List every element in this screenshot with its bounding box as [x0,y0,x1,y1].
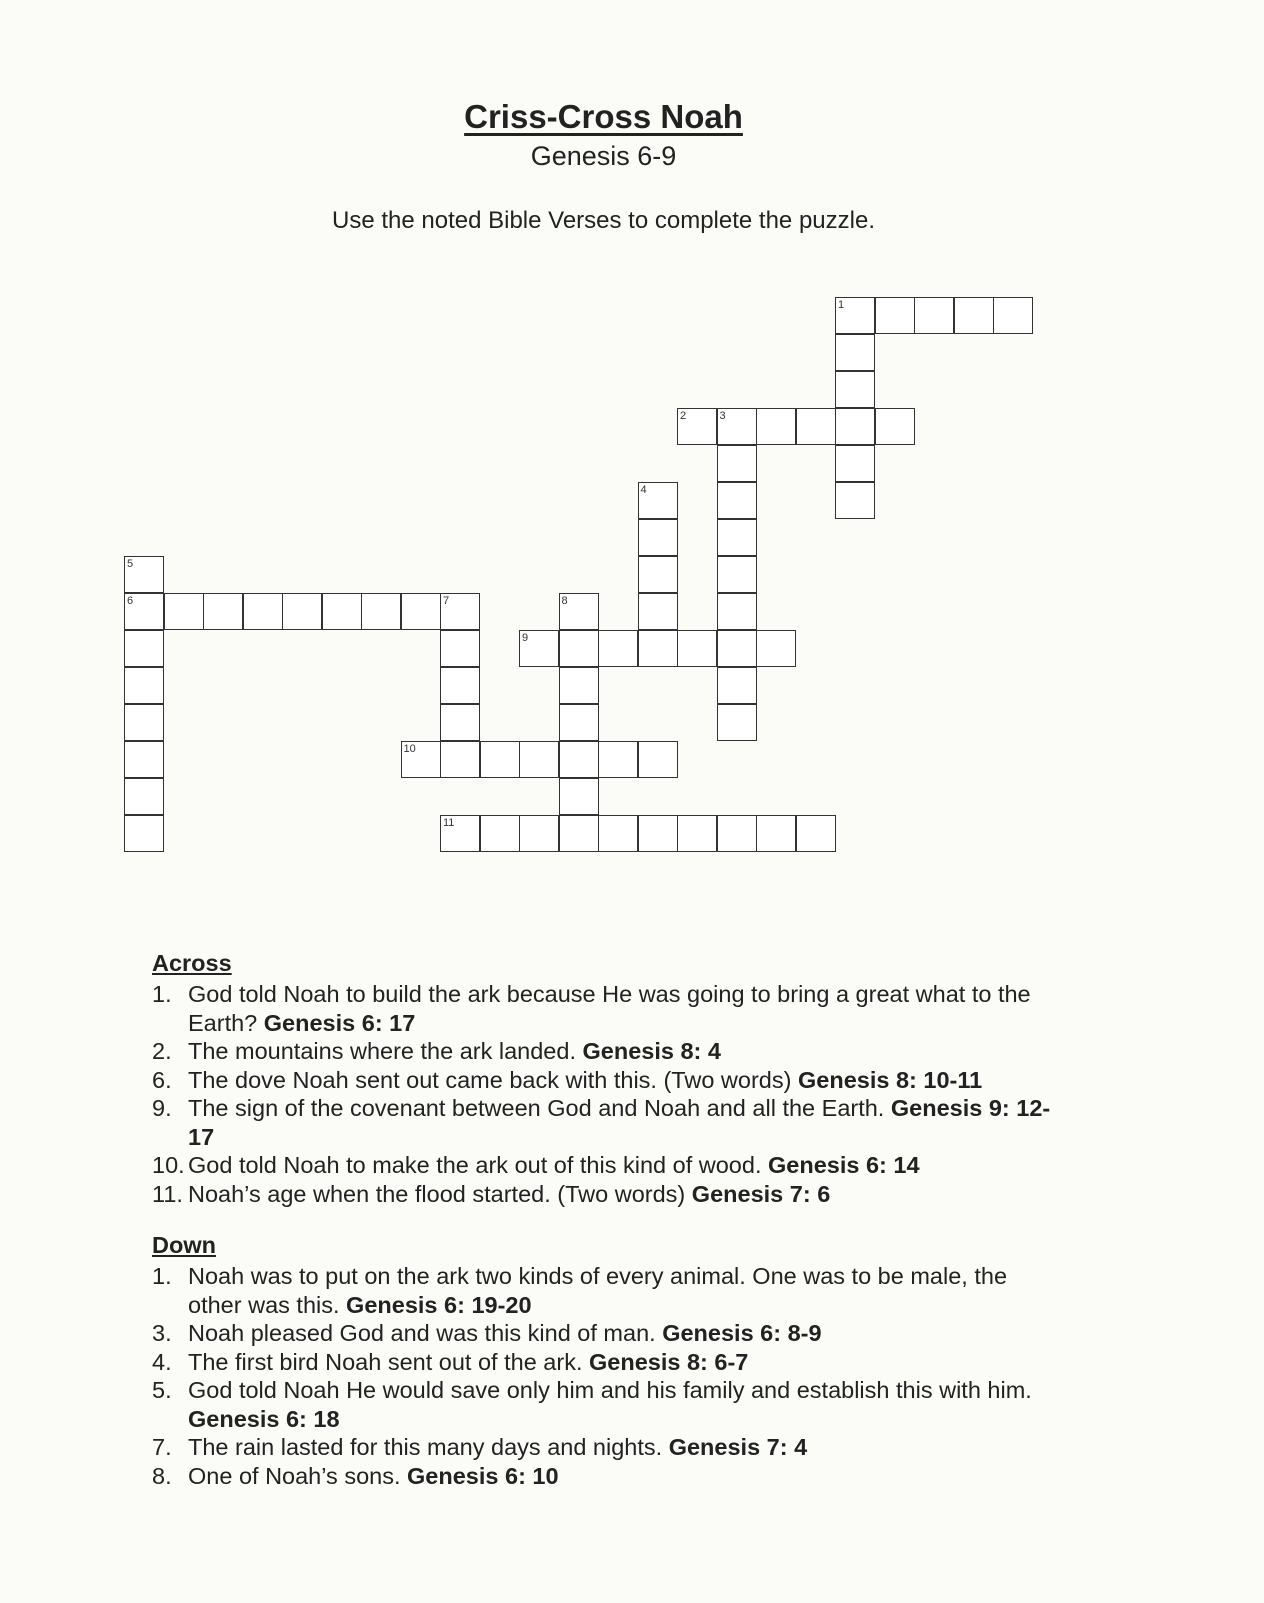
across-heading: Across [152,950,232,976]
clue-reference: Genesis 6: 19-20 [346,1291,532,1318]
clue-text: God told Noah to build the ark because He was going to bring a great what to the Earth? [188,981,1031,1036]
crossword-cell[interactable] [480,741,520,778]
crossword-cell[interactable] [835,482,875,519]
clue-text: Noah was to put on the ark two kinds of every animal. One was to be male, the other was this. [188,1263,1008,1318]
crossword-cell[interactable] [993,297,1033,334]
crossword-cell[interactable] [559,815,599,852]
crossword-cell[interactable] [756,630,796,667]
crossword-cell[interactable] [440,667,480,704]
clue-item-number: 11. [152,1180,183,1207]
scripture-reference: Genesis 6-9 [530,141,677,171]
instructions: Use the noted Bible Verses to complete the puzzle. [332,207,875,234]
crossword-cell[interactable] [559,704,599,741]
clue-item [152,1462,1052,1491]
crossword-cell[interactable] [401,593,441,630]
crossword-cell[interactable] [638,556,678,593]
clue-reference: Genesis 6: 8-9 [662,1320,822,1346]
across-clues [152,950,1052,1208]
clue-text: God told Noah He would save only him and his family and establish this with him. [188,1377,1032,1403]
clue-item [152,1262,1052,1319]
clue-item [152,1376,1052,1433]
crossword-cell[interactable] [717,556,757,593]
clue-reference: Genesis 7: 4 [668,1434,808,1460]
clue-text: Noah pleased God and was this kind of man. [188,1320,656,1346]
crossword-cell[interactable] [835,297,875,334]
clue-number: 8 [561,595,568,607]
crossword-cell[interactable] [440,741,480,778]
clue-reference: Genesis 8: 6-7 [589,1348,749,1375]
crossword-cell[interactable] [203,593,243,630]
crossword-cell[interactable] [559,778,599,815]
crossword-cell[interactable] [875,297,915,334]
clue-item-number: 7. [152,1434,172,1460]
crossword-cell[interactable] [954,297,994,334]
clue-number: 3 [719,410,726,422]
crossword-cell[interactable] [835,371,875,408]
clue-reference: Genesis 6: 10 [407,1462,559,1489]
crossword-cell[interactable] [124,704,164,741]
clue-item [152,980,1052,1037]
crossword-cell[interactable] [164,593,204,630]
clue-text: One of Noah’s sons. [188,1462,401,1489]
crossword-cell[interactable] [717,815,757,852]
clue-number: 1 [838,299,845,311]
crossword-cell[interactable] [717,482,757,519]
clue-reference: Genesis 6: 17 [263,1009,416,1036]
clue-item-number: 3. [152,1320,172,1346]
clue-number: 7 [443,595,450,607]
crossword-cell[interactable] [756,815,796,852]
clue-number: 4 [640,484,647,496]
crossword-cell[interactable] [638,482,678,519]
crossword-cell[interactable] [717,630,757,667]
clue-text: The sign of the covenant between God and Noah and all the Earth. [188,1095,885,1121]
clue-number: 9 [522,632,529,644]
clue-item [152,1433,1052,1462]
clue-text: The dove Noah sent out came back with this. (Two words) [188,1066,792,1093]
crossword-cell[interactable] [519,815,559,852]
clue-item [152,1094,1052,1151]
crossword-cell[interactable] [440,593,480,630]
clue-reference: Genesis 7: 6 [691,1180,831,1207]
clue-reference: Genesis 9: 12-17 [188,1095,1051,1150]
clue-reference: Genesis 8: 10-11 [797,1066,983,1093]
clue-text: God told Noah to make the ark out of this kind of wood. [188,1152,762,1178]
crossword-cell[interactable] [124,556,164,593]
crossword-cell[interactable] [559,667,599,704]
crossword-cell[interactable] [677,408,717,445]
crossword-cell[interactable] [401,741,441,778]
clue-item [152,1180,1052,1209]
crossword-cell[interactable] [835,445,875,482]
clue-reference: Genesis 6: 18 [188,1405,340,1432]
clue-item-number: 6. [152,1066,172,1093]
clue-item-number: 9. [152,1095,172,1121]
crossword-cell[interactable] [598,741,638,778]
crossword-cell[interactable] [559,741,599,778]
clue-number: 5 [127,558,134,570]
clue-item [152,1037,1052,1066]
crossword-cell[interactable] [361,593,401,630]
crossword-cell[interactable] [243,593,283,630]
puzzle-title: Criss-Cross Noah [464,98,743,135]
crossword-cell[interactable] [519,741,559,778]
crossword-cell[interactable] [124,741,164,778]
crossword-cell[interactable] [124,778,164,815]
clue-item [152,1151,1052,1180]
crossword-cell[interactable] [638,630,678,667]
clue-reference: Genesis 8: 4 [582,1038,721,1064]
clue-text: Noah’s age when the flood started. (Two words) [188,1180,686,1207]
clue-item-number: 4. [152,1348,172,1375]
clue-text: The rain lasted for this many days and nights. [188,1434,663,1460]
crossword-cell[interactable] [835,408,875,445]
clue-item-number: 1. [152,981,172,1007]
clue-number: 11 [443,817,455,829]
crossword-cell[interactable] [124,593,164,630]
clue-item [152,1066,1052,1095]
crossword-cell[interactable] [598,815,638,852]
clue-number: 10 [403,743,416,755]
crossword-cell[interactable] [480,815,520,852]
crossword-cell[interactable] [677,630,717,667]
clue-text: The mountains where the ark landed. [188,1038,576,1064]
clue-item-number: 2. [152,1038,172,1064]
clue-number: 2 [680,410,687,422]
clue-number: 6 [127,595,134,607]
crossword-cell[interactable] [440,815,480,852]
crossword-cell[interactable] [519,630,559,667]
clue-item [152,1348,1052,1377]
crossword-cell[interactable] [598,630,638,667]
down-heading: Down [152,1232,216,1258]
crossword-cell[interactable] [796,815,836,852]
crossword-cell[interactable] [717,408,757,445]
clue-item-number: 8. [152,1462,172,1489]
crossword-cell[interactable] [282,593,322,630]
crossword-cell[interactable] [717,667,757,704]
clue-item-number: 5. [152,1377,172,1403]
crossword-cell[interactable] [875,408,915,445]
clue-item-number: 10. [152,1152,185,1178]
crossword-cell[interactable] [322,593,362,630]
crossword-cell[interactable] [124,815,164,852]
crossword-cell[interactable] [796,408,836,445]
crossword-cell[interactable] [638,741,678,778]
crossword-cell[interactable] [559,593,599,630]
crossword-cell[interactable] [914,297,954,334]
crossword-cell[interactable] [124,667,164,704]
crossword-cell[interactable] [638,593,678,630]
crossword-cell[interactable] [717,445,757,482]
crossword-cell[interactable] [559,630,599,667]
crossword-cell[interactable] [756,408,796,445]
crossword-cell[interactable] [717,519,757,556]
clue-item-number: 1. [152,1263,172,1289]
down-clues [152,1232,1052,1490]
clue-text: The first bird Noah sent out of the ark. [188,1348,583,1375]
clue-reference: Genesis 6: 14 [768,1152,920,1178]
crossword-cell[interactable] [124,630,164,667]
crossword-cell[interactable] [835,334,875,371]
crossword-cell[interactable] [440,630,480,667]
crossword-cell[interactable] [638,815,678,852]
crossword-cell[interactable] [717,704,757,741]
clue-item [152,1319,1052,1348]
crossword-cell[interactable] [638,519,678,556]
crossword-cell[interactable] [717,593,757,630]
crossword-cell[interactable] [440,704,480,741]
crossword-cell[interactable] [677,815,717,852]
